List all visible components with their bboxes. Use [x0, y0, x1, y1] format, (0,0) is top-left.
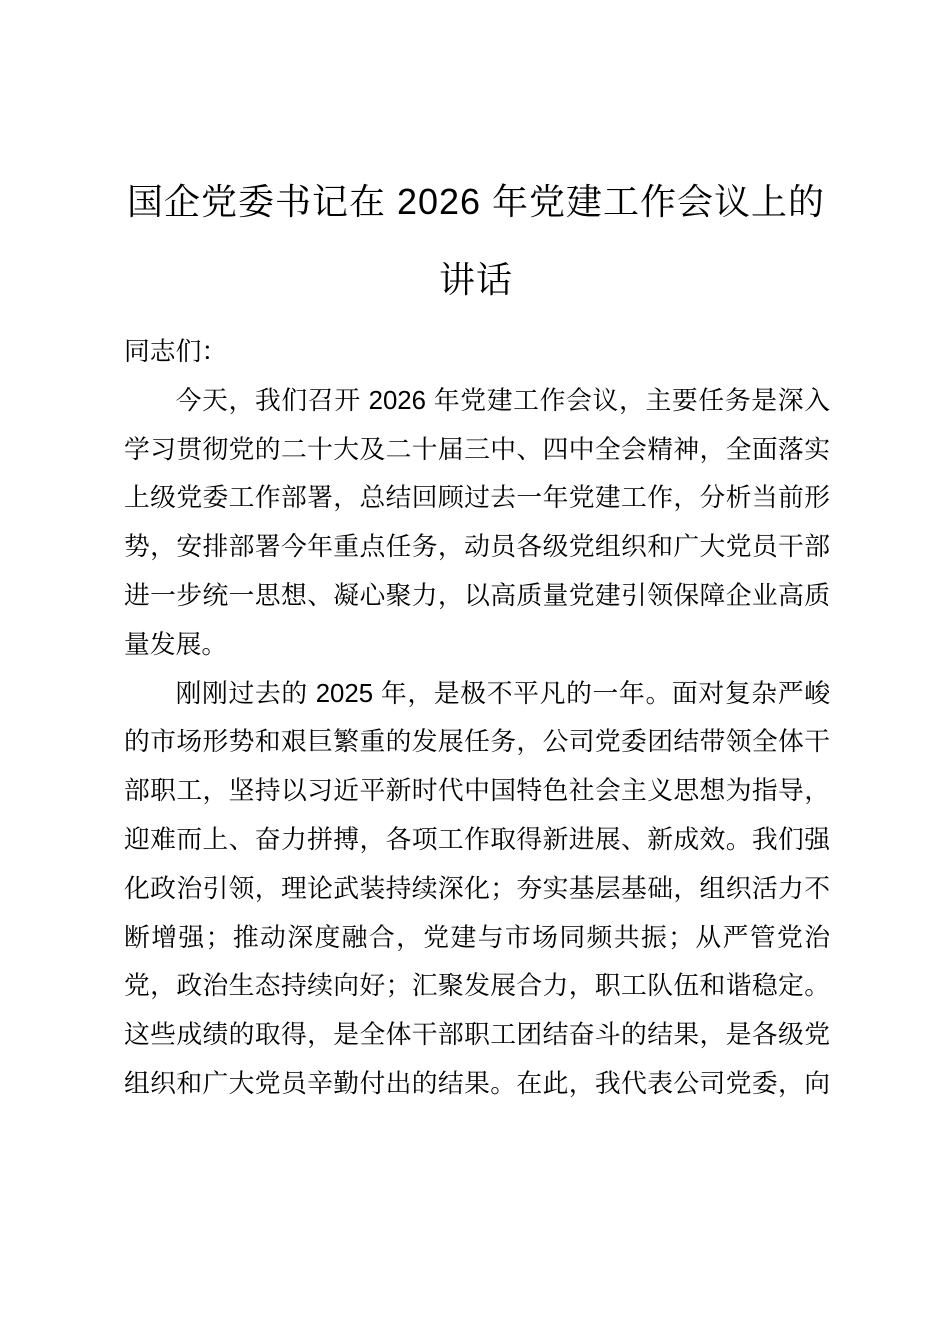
body-line: 党，政治生态持续向好；汇聚发展合力，职工队伍和谐稳定。: [124, 972, 830, 1001]
body-line: 迎难而上、奋力拼搏，各项工作取得新进展、新成效。我们强: [124, 825, 830, 854]
body-line: 这些成绩的取得，是全体干部职工团结奋斗的结果，是各级党: [124, 1021, 830, 1050]
body-line: 今天，我们召开 2026 年党建工作会议，主要任务是深入: [175, 386, 830, 415]
body-line: 上级党委工作部署，总结回顾过去一年党建工作，分析当前形: [124, 484, 830, 513]
paragraph: [124, 670, 830, 1109]
document-title-line-2: 讲话: [438, 259, 513, 300]
paragraph: [124, 328, 830, 377]
body-line: 断增强；推动深度融合，党建与市场同频共振；从严管党治: [124, 923, 830, 952]
body-line: 势，安排部署今年重点任务，动员各级党组织和广大党员干部: [124, 533, 830, 562]
paragraph: [124, 377, 830, 670]
body-line: 的市场形势和艰巨繁重的发展任务，公司党委团结带领全体干: [124, 728, 830, 757]
body-line: 部职工，坚持以习近平新时代中国特色社会主义思想为指导，: [124, 777, 830, 806]
document-title-line-1: 国企党委书记在 2026 年党建工作会议上的: [126, 181, 826, 222]
body-line: 组织和广大党员辛勤付出的结果。在此，我代表公司党委，向: [124, 1069, 830, 1098]
body-line: 刚刚过去的 2025 年，是极不平凡的一年。面对复杂严峻: [175, 679, 830, 708]
body-line: 学习贯彻党的二十大及二十届三中、四中全会精神，全面落实: [124, 435, 830, 464]
body-line: 同志们：: [124, 338, 228, 366]
body-line: 量发展。: [124, 630, 228, 659]
document-body: [124, 328, 830, 1109]
document-title: [124, 163, 828, 319]
body-line: 进一步统一思想、凝心聚力，以高质量党建引领保障企业高质: [124, 581, 830, 610]
body-line: 化政治引领，理论武装持续深化；夯实基层基础，组织活力不: [124, 874, 830, 903]
